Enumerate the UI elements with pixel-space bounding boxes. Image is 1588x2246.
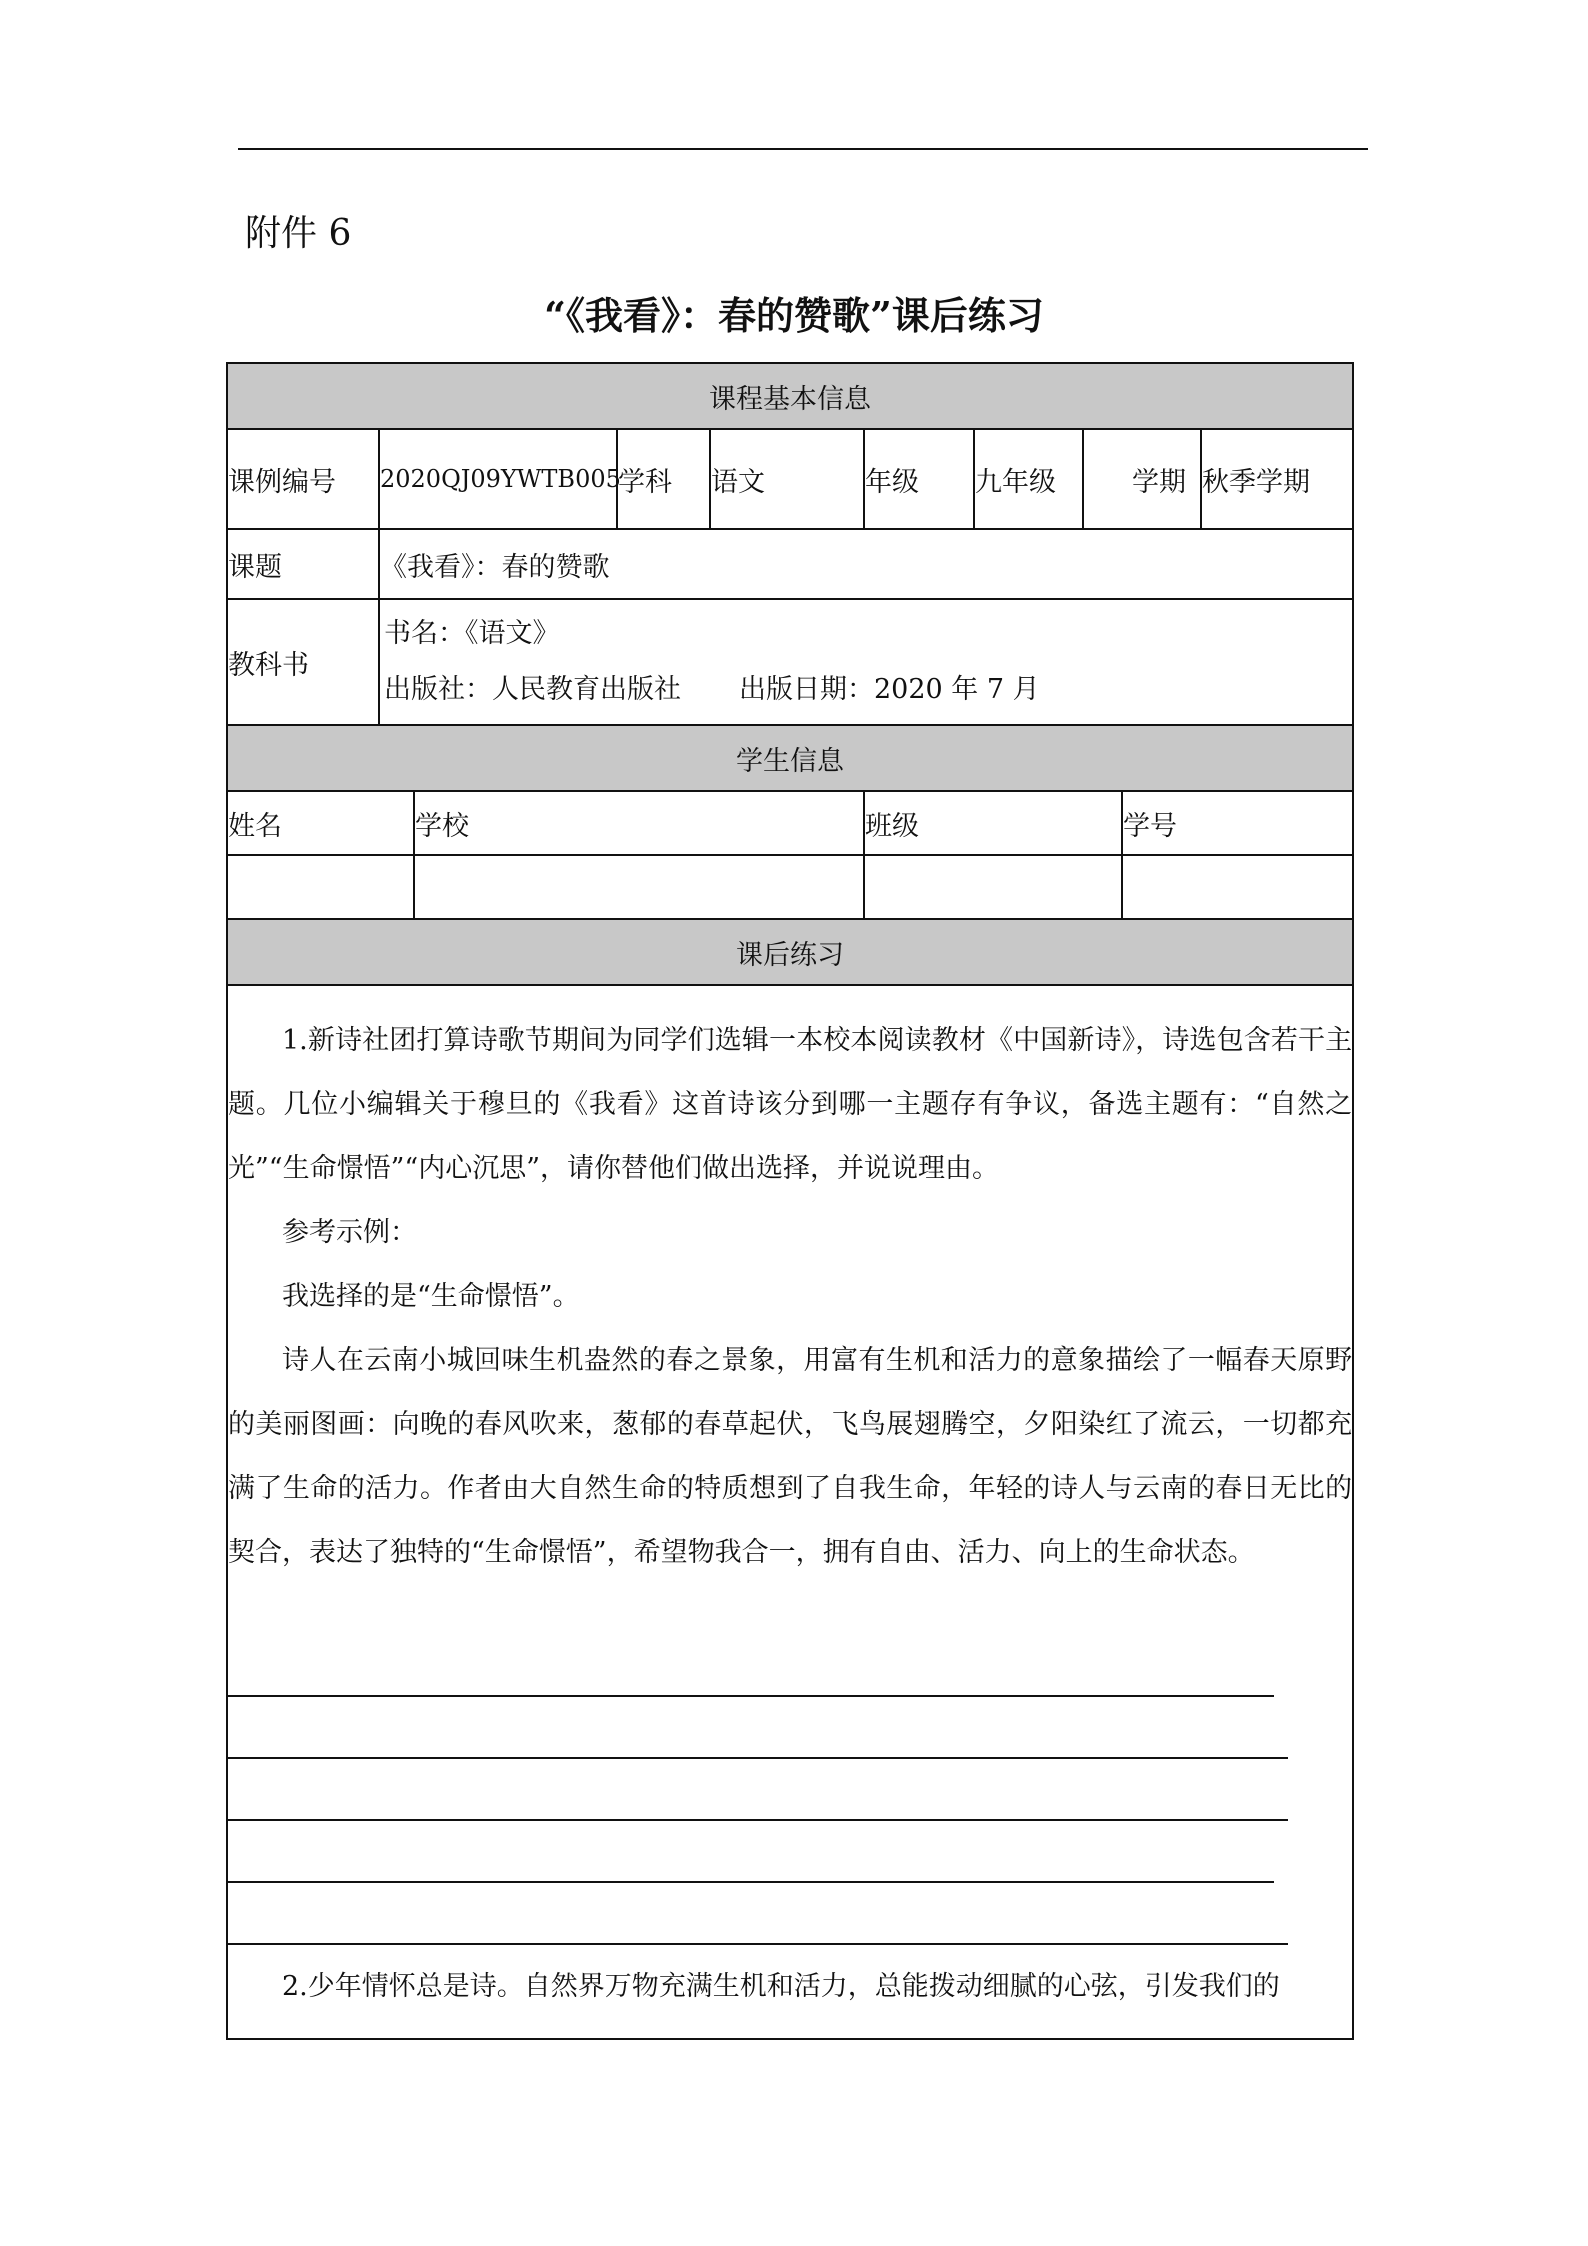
publisher: 出版社：人民教育出版社: [384, 674, 681, 705]
case-no-label: 课例编号: [227, 429, 379, 529]
class-field[interactable]: [864, 855, 1122, 919]
answer-choice: 我选择的是“生命憬悟”。: [282, 1281, 580, 1312]
student-id-label: 学号: [1122, 791, 1353, 855]
answer-line: [228, 1819, 1288, 1821]
topic-row: [227, 529, 1353, 599]
student-input-row: [227, 855, 1353, 919]
school-label: 学校: [414, 791, 864, 855]
grade-value: 九年级: [974, 429, 1083, 529]
exercise-header: 课后练习: [227, 919, 1353, 985]
name-field[interactable]: [227, 855, 414, 919]
answer-line: [228, 1881, 1274, 1883]
answer-reason: 诗人在云南小城回味生机盎然的春之景象，用富有生机和活力的意象描绘了一幅春天原野的美丽图画：向晚的春风吹来，葱郁的春草起伏，飞鸟展翅腾空，夕阳染红了流云，一切都充满了生命的活力。作者由大自然生命的特质想到了自我生命，年轻的诗人与云南的春日无比的契合，表达了独特的“生命憬悟”，希望物我合一，拥有自由、活力、向上的生命状态。: [228, 1345, 1353, 1568]
school-field[interactable]: [414, 855, 864, 919]
header-rule: [238, 148, 1368, 150]
topic-value: 《我看》：春的赞歌: [379, 529, 1353, 599]
subject-label: 学科: [617, 429, 710, 529]
topic-label: 课题: [227, 529, 379, 599]
reference-label: 参考示例：: [282, 1217, 417, 1248]
publish-date: 出版日期：2020 年 7 月: [739, 674, 1040, 705]
exercise-table: [226, 362, 1354, 2040]
document-title: “《我看》：春的赞歌”课后练习: [544, 293, 1044, 338]
course-info-header: 课程基本信息: [227, 363, 1353, 429]
student-label-row: [227, 791, 1353, 855]
grade-label: 年级: [864, 429, 974, 529]
case-no-value: 2020QJ09YWTB005: [379, 429, 617, 529]
course-info-row: [227, 429, 1353, 529]
name-label: 姓名: [227, 791, 414, 855]
subject-value: 语文: [710, 429, 864, 529]
class-label: 班级: [864, 791, 1122, 855]
textbook-row: [227, 599, 1353, 725]
answer-line: [228, 1695, 1274, 1697]
answer-area[interactable]: [228, 1695, 1352, 1945]
question-2: 2.少年情怀总是诗。自然界万物充满生机和活力，总能拨动细腻的心弦，引发我们的: [282, 1971, 1280, 2002]
answer-line: [228, 1757, 1288, 1759]
attachment-label: 附件 6: [245, 213, 352, 254]
textbook-label: 教科书: [227, 599, 379, 725]
answer-line: [228, 1943, 1288, 1945]
exercise-content: [227, 985, 1353, 2039]
term-label: 学期: [1083, 429, 1201, 529]
student-info-header: 学生信息: [227, 725, 1353, 791]
term-value: 秋季学期: [1201, 429, 1353, 529]
book-name: 书名：《语文》: [384, 618, 560, 649]
student-id-field[interactable]: [1122, 855, 1353, 919]
question-1: 1.新诗社团打算诗歌节期间为同学们选辑一本校本阅读教材《中国新诗》，诗选包含若干主题。几位小编辑关于穆旦的《我看》这首诗该分到哪一主题存有争议，备选主题有：“自然之光”“生命憬悟”“内心沉思”，请你替他们做出选择，并说说理由。: [228, 1025, 1353, 1184]
